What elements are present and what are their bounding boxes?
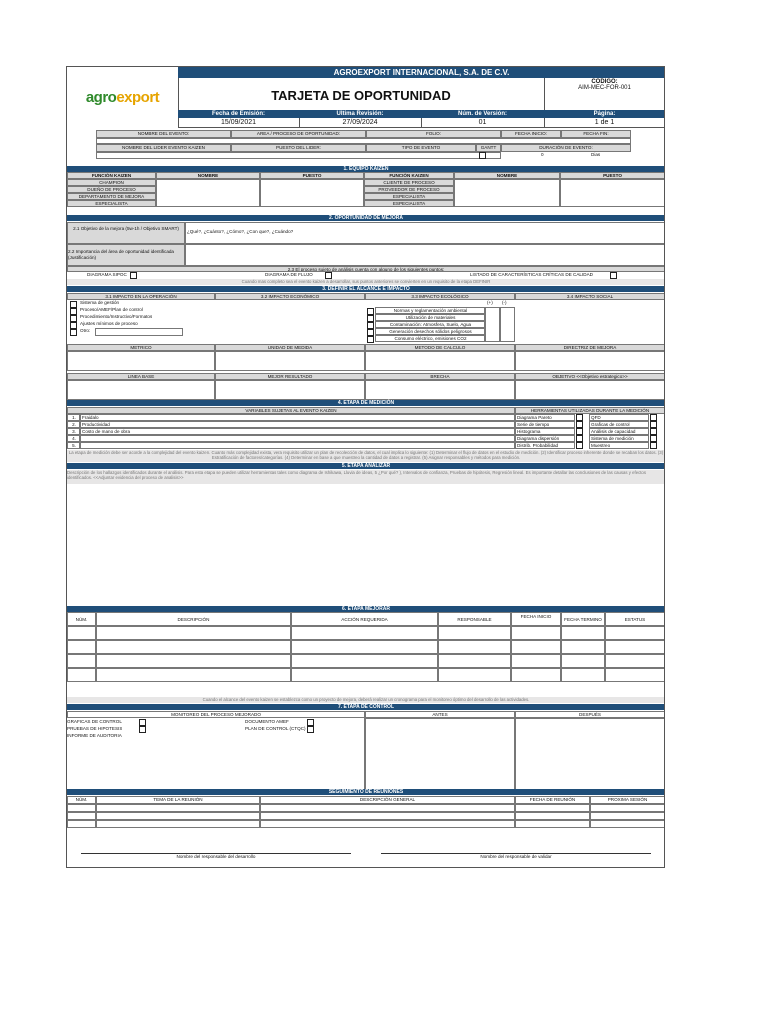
before-header: ANTES xyxy=(365,711,515,718)
improve-note: Cuando el alcance del evento kaizen se establezca como un proyecto de mejora, deberá realizar un cronograma para el monitoreo óptimo del desarrollo de las actividades. xyxy=(67,697,665,703)
meta-page: Página: 1 de 1 xyxy=(544,110,665,127)
option-ctq-label: LISTADO DE CARACTERÍSTICAS CRÍTICAS DE CALIDAD xyxy=(470,272,593,277)
tool-checkbox[interactable] xyxy=(650,428,657,435)
process-question: 2.3 El proceso sujeto de análisis cuenta con alguno de los siguientes puntos: xyxy=(67,266,665,272)
best-result-field[interactable] xyxy=(215,380,365,400)
analyze-field[interactable] xyxy=(67,485,665,605)
objective-label: 2.1 Objetivo de la mejora (5w-1h / Objetivo SMART) xyxy=(67,222,185,244)
code-value: AIM-MEC-FOR-001 xyxy=(578,85,631,91)
tool-checkbox[interactable] xyxy=(576,428,583,435)
baseline-field[interactable] xyxy=(67,380,215,400)
eco-positive-column[interactable] xyxy=(485,307,500,342)
impact-social-header: 3.4 IMPACTO SOCIAL xyxy=(515,293,665,300)
objective-field-2[interactable] xyxy=(515,380,665,400)
after-field[interactable] xyxy=(515,718,665,790)
op-item-checkbox[interactable] xyxy=(70,308,77,315)
duration-label: DURACIÓN DE EVENTO: xyxy=(501,144,631,152)
gantt-checkbox[interactable] xyxy=(479,152,486,159)
team-left-positions[interactable] xyxy=(260,179,364,207)
objective-header: OBJETIVO <<Objetivo estrategico>> xyxy=(515,373,665,380)
opportunity-note: Cuando mas completo sea el evento kaizen a desarrollar, sus puntos anteriores se convierten en un requisito de la etapa DEFINIR xyxy=(67,279,665,285)
impact-operation-header: 3.1 IMPACTO EN LA OPERACIÓN xyxy=(67,293,215,300)
duration-value: 0 xyxy=(541,152,544,157)
direction-header: DIRECTRIZ DE MEJORA xyxy=(515,344,665,351)
metric-field[interactable] xyxy=(67,351,215,371)
leader-position-label: PUESTO DEL LIDER: xyxy=(231,144,366,152)
meetings-table: NÚM. TEMA DE LA REUNIÓN DESCRIPCIÓN GENERAL FECHA DE REUNIÓN PROXIMA SESIÓN xyxy=(67,796,665,836)
team-left-names[interactable] xyxy=(156,179,260,207)
eco-item-checkbox[interactable] xyxy=(367,315,374,322)
control-checkbox[interactable] xyxy=(139,726,146,733)
monitoring-header: MONITOREO DEL PROCESO MEJORADO xyxy=(67,711,365,718)
after-header: DESPUÉS xyxy=(515,711,665,718)
meetings-section-title: SEGUIMIENTO DE REUNIONES xyxy=(67,789,665,795)
team-right-positions[interactable] xyxy=(560,179,665,207)
op-item-checkbox[interactable] xyxy=(70,329,77,336)
impact-economic-header: 3.2 IMPACTO ECONÓMICO xyxy=(215,293,365,300)
tool-checkbox[interactable] xyxy=(650,421,657,428)
improve-rows[interactable] xyxy=(67,626,665,696)
control-checkbox[interactable] xyxy=(139,719,146,726)
tool-checkbox[interactable] xyxy=(650,414,657,421)
tool-checkbox[interactable] xyxy=(576,414,583,421)
eco-negative-column[interactable] xyxy=(500,307,515,342)
vars-header: VARIABLES SUJETAS AL EVENTO KAIZEN xyxy=(67,407,515,414)
unit-header: UNIDAD DE MEDIDA xyxy=(215,344,365,351)
option-sipoc-checkbox[interactable] xyxy=(130,272,137,279)
area-label: AREA / PROCESO DE OPORTUNIDAD: xyxy=(231,130,366,138)
team-right-names[interactable] xyxy=(454,179,560,207)
op-item-checkbox[interactable] xyxy=(70,315,77,322)
meetings-rows[interactable] xyxy=(67,804,665,836)
measure-var[interactable] xyxy=(80,435,515,442)
measure-var[interactable]: Costo de mano de obra xyxy=(80,428,515,435)
op-item-checkbox[interactable] xyxy=(70,322,77,329)
header-meta xyxy=(178,110,665,127)
measure-var[interactable]: Fraidalo xyxy=(80,414,515,421)
method-field[interactable] xyxy=(365,351,515,371)
signature-right-label: Nombre del responsable de validar xyxy=(480,854,552,859)
gap-field[interactable] xyxy=(365,380,515,400)
importance-label: 2.2 Importancia del área de oportunidad identificada (Justificación) xyxy=(67,244,185,266)
impact-ecologic-header: 3.3 IMPACTO ECOLÓGICO xyxy=(365,293,515,300)
eco-item-checkbox[interactable] xyxy=(367,308,374,315)
baseline-header: LINEA BASE xyxy=(67,373,215,380)
measure-var[interactable]: Productividad xyxy=(80,421,515,428)
control-section-title: 7. ETAPA DE CONTROL xyxy=(67,704,665,710)
operation-impact-list: Sistema de gestión Proceso/AMEF/Plan de control Procedimiento/Instructivo/Formatos Ajustes mínimos de proceso Otro: xyxy=(67,300,215,342)
opportunity-section-title: 2. OPORTUNIDAD DE MEJORA xyxy=(67,215,665,221)
end-date-label: FECHA FIN: xyxy=(561,130,631,138)
measure-note: La etapa de medición debe ser acorde a la complejidad del evento kaizen. Cuanto más complejidad exista, vera requisito utilizar un plan de recolección de datos, el cual implica lo siguiente: (1) Determinar el flujo de datos en el estudio de medición. (2) Identificar proceso inherente donde se recaban los datos. (3) Estratificación de factores/categorías. (4) Determinar en base a que muestreo la cantidad de datos a registrar. (5) Asignar responsables y métodos para medición. xyxy=(68,450,664,460)
start-date-label: FECHA INICIO: xyxy=(501,130,561,138)
objective-field[interactable]: ¿Qué?, ¿Cuánto?, ¿Cómo?, ¿Con que?, ¿Cuándo? xyxy=(185,222,665,244)
control-checkbox[interactable] xyxy=(307,726,314,733)
metric-header: METRICO xyxy=(67,344,215,351)
company-name: AGROEXPORT INTERNACIONAL, S.A. DE C.V. xyxy=(178,67,665,78)
event-type-label: TIPO DE EVENTO xyxy=(366,144,476,152)
measure-section-title: 4. ETAPA DE MEDICIÓN xyxy=(67,400,665,406)
importance-field[interactable] xyxy=(185,244,665,266)
logo-text-b: export xyxy=(116,88,160,106)
best-result-header: MEJOR RESULTADO xyxy=(215,373,365,380)
measure-var[interactable] xyxy=(80,442,515,449)
before-field[interactable] xyxy=(365,718,515,790)
meta-last-revision: Última Revisión: 27/09/2024 xyxy=(299,110,422,127)
eco-item-checkbox[interactable] xyxy=(367,322,374,329)
analyze-section-title: 5. ETAPA ANALIZAR xyxy=(67,463,665,469)
logo-text-a: agro xyxy=(85,88,117,106)
meta-issue-date: Fecha de Emisión: 15/09/2021 xyxy=(178,110,300,127)
signature-left-label: Nombre del responsable del desarrollo xyxy=(176,854,256,859)
form-frame: agroexport AGROEXPORT INTERNACIONAL, S.A. DE C.V. TARJETA DE OPORTUNIDAD CODIGO: AIM-MEC-FOR-001 Fecha de Emisión: 15/09/2021 Última Revisión: 27/09/2024 Núm. de Versión: 01 Página: 1 de 1 NOMBRE DEL EVENTO: AREA / PROCESO DE OPORTUNIDAD: FOLIO: FECHA INICIO: FECHA FIN: NOMBRE DEL LIDER EVENTO KAIZEN PUESTO DEL LIDER: TIPO DE EVENTO GANTT DURACIÓN DE EVENTO: 0 Dias 1. EQUIPO KAIZEN FUNCIÓN KAIZEN NOMBRE PUESTO FUNCIÓN KAIZEN NOMBRE PUESTO CHAMPION DUEÑO DE PROCESO DEPARTAMENTO DE MEJORA ESPECIALISTA CLIENTE DE PROCESO PROVEEDOR DE PROCESO ESPECIALISTA ESPECIALISTA 2. OPORTUNIDAD DE MEJORA 2.1 Objetivo de la mejora (5w-1h / Objetivo SMART) ¿Qué?, ¿Cuánto?, ¿Cómo?, ¿Con que?, ¿Cuándo? 2.2 Importancia del área de oportunidad identificada (Justificación) 2.3 El proceso sujeto de análisis cuenta con alguno de los siguientes puntos: DIAGRAMA SIPOC DIAGRAMA DE FLUJO LISTADO DE CARACTERÍSTICAS CRÍTICAS DE CALIDAD Cuando mas completo sea el evento kaizen a desarrollar, sus puntos anteriores se convierten en un requisito de la etapa DEFINIR 3. DEFINIR EL ALCANCE E IMPACTO 3.1 IMPACTO EN LA OPERACIÓN 3.2 IMPACTO ECONÓMICO 3.3 IMPACTO ECOLÓGICO 3.4 IMPACTO SOCIAL Sistema de gestión Proceso/AMEF/Plan de control Procedimiento/Instructivo/Formatos Ajustes mínimos de proceso Otro: (+) (-) Normas y reglamentación ambiental Utilización de materiales Contaminación: Atmosfera, Suelo, Agua Generación desechos sólidos peligrosos Consumo eléctrico, emisiones CO2 METRICO UNIDAD DE MEDIDA METODO DE CALCULO DIRECTRIZ DE MEJORA LINEA BASE MEJOR RESULTADO BRECHA OBJETIVO <<Objetivo estrategico>> 4. ETAPA DE MEDICIÓN VARIABLES SUJETAS AL EVENTO KAIZEN HERRAMIENTAS UTILIZADAS DURANTE LA MEDICIÓN 1. Fraidalo 2. Productividad 3. Costo de mano de obra 4. 5. Diagrama Pareto Serie de tiempo Histograma Diagrama dispersión Distrib. Probabilidad QFD Graficas de control Análisis de capacidad Sistema de medición Muestreo La etapa de medición debe ser acorde a la complejidad del evento kaizen. Cuanto más complejidad exista, vera requisito utilizar un plan de recolección de datos, el cual implica lo siguiente: (1) Determinar el flujo de datos en el estudio de medición. (2) Identificar proceso inherente donde se recaban los datos. (3) Estratificación de factores/categorías. (4) Determinar en base a que muestreo la cantidad de datos a registrar. (5) Asignar responsables y métodos para medición. 5. ETAPA ANALIZAR Descripción de los hallazgos identificados durante el análisis. Para esta etapa se pueden utilizar herramientas tales como diagrama de Ishikawa, Lluvia de ideas, 5 ¿Por qué? ), Intervalos de confianza, Pruebas de hipótesis, Regresión lineal. Es importante detallar las conclusiones de las causas y efectos identificados. <<Adjuntar evidencia del proceso de analisis>> 6. ETAPA MEJORAR NÚM. DESCRIPCIÓN ACCIÓN REQUERIDA RESPONSABLE FECHA INICIO FECHA TERMINO ESTATUS Cuando el alcance del evento kaizen se establezca como un proyecto de mejora, deberá realizar un cronograma para el monitoreo óptimo del desarrollo de las actividades. 7. ETAPA DE CONTROL MONITOREO DEL PROCESO MEJORADO ANTES DESPUÉS GRAFICAS DE CONTROL PRUEBAS DE HIPOTESIS INFORME DE AUDITORIA DOCUMENTO AMEF PLAN DE CONTROL (CTQC) SEGUIMIENTO DE REUNIONES NÚM. TEMA DE LA REUNIÓN DESCRIPCIÓN GENERAL FECHA DE REUNIÓN PROXIMA SESIÓN Nombre del responsable del desarrollo Nombre del responsable de validar xyxy=(66,66,665,868)
tool-checkbox[interactable] xyxy=(576,421,583,428)
duration-unit: Dias xyxy=(591,152,601,157)
tools-header: HERRAMIENTAS UTILIZADAS DURANTE LA MEDICIÓN xyxy=(515,407,665,414)
leader-name-label: NOMBRE DEL LIDER EVENTO KAIZEN xyxy=(96,144,231,152)
method-header: METODO DE CALCULO xyxy=(365,344,515,351)
eco-item-checkbox[interactable] xyxy=(367,336,374,343)
tool-checkbox[interactable] xyxy=(650,442,657,449)
event-name-label: NOMBRE DEL EVENTO: xyxy=(96,130,231,138)
meta-version: Núm. de Versión: 01 xyxy=(421,110,545,127)
team-section-title: 1. EQUIPO KAIZEN xyxy=(67,166,665,172)
option-sipoc-label: DIAGRAMA SIPOC xyxy=(87,272,127,277)
folio-label: FOLIO: xyxy=(366,130,501,138)
company-logo xyxy=(67,67,179,127)
op-other-field[interactable] xyxy=(95,328,183,336)
gantt-label: GANTT xyxy=(476,144,501,152)
eco-item-checkbox[interactable] xyxy=(367,329,374,336)
monitoring-list: GRAFICAS DE CONTROL PRUEBAS DE HIPOTESIS INFORME DE AUDITORIA DOCUMENTO AMEF PLAN DE CONTROL (CTQC) xyxy=(67,718,365,790)
improve-section-title: 6. ETAPA MEJORAR xyxy=(67,606,665,612)
op-item-checkbox[interactable] xyxy=(70,301,77,308)
scope-section-title: 3. DEFINIR EL ALCANCE E IMPACTO xyxy=(67,286,665,292)
gap-header: BRECHA xyxy=(365,373,515,380)
control-checkbox[interactable] xyxy=(307,719,314,726)
measure-table: 1. Fraidalo 2. Productividad 3. Costo de mano de obra 4. 5. Diagrama Pareto Serie de tiempo Histograma Diagrama dispersión Distrib. Probabilidad QFD Graficas de control Análisis de capacidad Sistema de medición Muestreo xyxy=(67,414,665,449)
improve-table: NÚM. DESCRIPCIÓN ACCIÓN REQUERIDA RESPONSABLE FECHA INICIO FECHA TERMINO ESTATUS xyxy=(67,612,665,695)
code-label: CODIGO: xyxy=(591,79,618,85)
event-row2-values[interactable] xyxy=(96,152,501,159)
option-flow-checkbox[interactable] xyxy=(325,272,332,279)
ecologic-impact-list: (+) (-) Normas y reglamentación ambiental Utilización de materiales Contaminación: Atmosfera, Suelo, Agua Generación desechos sólidos peligrosos Consumo eléctrico, emisiones CO2 xyxy=(365,300,515,342)
tool-checkbox[interactable] xyxy=(576,435,583,442)
direction-field[interactable] xyxy=(515,351,665,371)
analyze-note: Descripción de los hallazgos identificados durante el análisis. Para esta etapa se pueden utilizar herramientas tales como diagrama de Ishikawa, Lluvia de ideas, 5 ¿Por qué? ), Intervalos de confianza, Pruebas de hipótesis, Regresión lineal. Es importante detallar las conclusiones de las causas y efectos identificados. <<Adjuntar evidencia del proceso de analisis>> xyxy=(67,470,665,484)
tool-checkbox[interactable] xyxy=(576,442,583,449)
form-title: TARJETA DE OPORTUNIDAD xyxy=(178,78,545,110)
option-flow-label: DIAGRAMA DE FLUJO xyxy=(265,272,313,277)
option-ctq-checkbox[interactable] xyxy=(610,272,617,279)
unit-field[interactable] xyxy=(215,351,365,371)
form-code xyxy=(544,78,665,110)
tool-checkbox[interactable] xyxy=(650,435,657,442)
